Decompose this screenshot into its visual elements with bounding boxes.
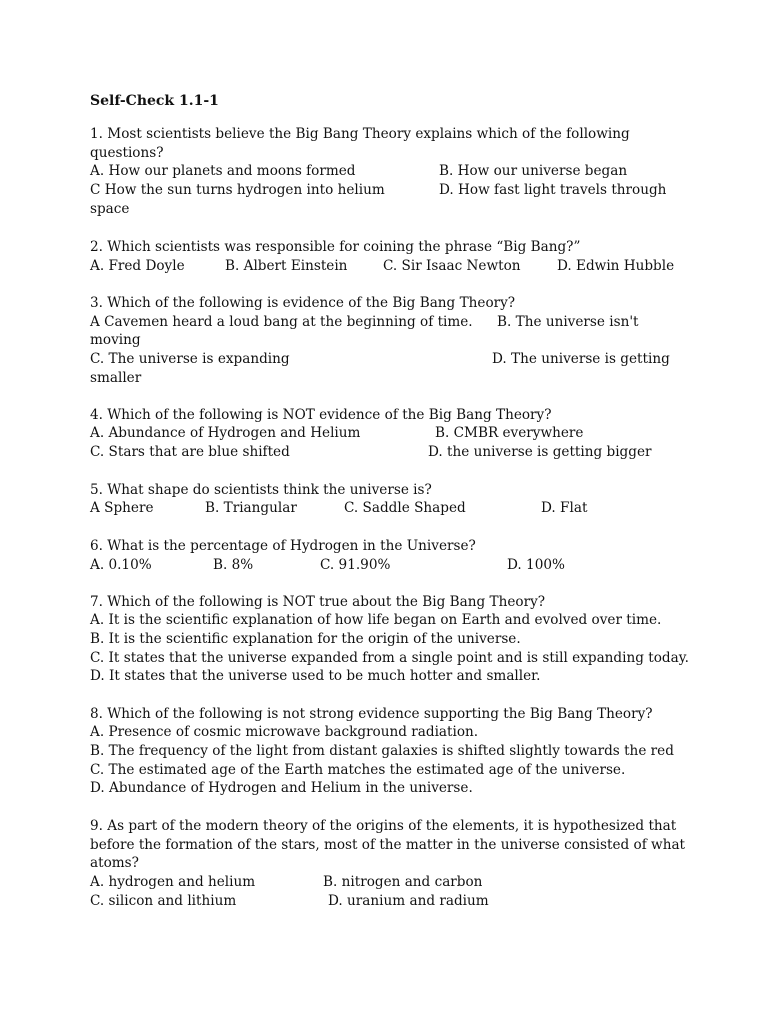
question-7-option-a: A. It is the scientific explanation of how life began on Earth and evolved over time. — [90, 612, 662, 628]
question-7-option-d: D. It states that the universe used to be much hotter and smaller. — [90, 668, 541, 684]
question-9-option-c: C. silicon and lithium — [90, 893, 237, 909]
question-3-option-d: D. The universe is getting — [492, 351, 670, 367]
question-6-option-a: A. 0.10% — [90, 557, 152, 573]
question-9-stem: 9. As part of the modern theory of the origins of the elements, it is hypothesized that — [90, 818, 677, 834]
question-7-option-b: B. It is the scientific explanation for the origin of the universe. — [90, 631, 521, 647]
question-5-option-c: C. Saddle Shaped — [344, 500, 466, 516]
question-3-option-a: A Cavemen heard a loud bang at the beginning of time. — [90, 314, 473, 330]
question-6-stem: 6. What is the percentage of Hydrogen in the Universe? — [90, 538, 476, 554]
question-8-option-a: A. Presence of cosmic microwave background radiation. — [90, 724, 479, 740]
question-1-stem: 1. Most scientists believe the Big Bang Theory explains which of the following — [90, 126, 630, 142]
question-8-stem: 8. Which of the following is not strong evidence supporting the Big Bang Theory? — [90, 706, 653, 722]
question-6-option-b: B. 8% — [213, 557, 254, 573]
question-5-stem: 5. What shape do scientists think the universe is? — [90, 482, 432, 498]
page-title: Self-Check 1.1-1 — [90, 93, 219, 109]
question-3-stem: 3. Which of the following is evidence of the Big Bang Theory? — [90, 295, 516, 311]
question-2-option-a: A. Fred Doyle — [90, 258, 185, 274]
question-9-stem-cont-2: atoms? — [90, 855, 139, 871]
question-1-option-a: A. How our planets and moons formed — [90, 163, 356, 179]
question-2-option-d: D. Edwin Hubble — [557, 258, 675, 274]
question-4-option-b: B. CMBR everywhere — [435, 425, 584, 441]
question-1-option-d-cont: space — [90, 201, 130, 217]
question-2-option-b: B. Albert Einstein — [225, 258, 348, 274]
question-9-option-b: B. nitrogen and carbon — [323, 874, 483, 890]
question-1-option-c: C How the sun turns hydrogen into helium — [90, 182, 385, 198]
question-7-option-c: C. It states that the universe expanded from a single point and is still expanding today. — [90, 650, 689, 666]
question-8-option-b: B. The frequency of the light from distant galaxies is shifted slightly towards the red — [90, 743, 674, 759]
question-4-stem: 4. Which of the following is NOT evidence of the Big Bang Theory? — [90, 407, 552, 423]
question-2-option-c: C. Sir Isaac Newton — [383, 258, 521, 274]
question-3-option-b-cont: moving — [90, 332, 141, 348]
question-9-option-a: A. hydrogen and helium — [90, 874, 256, 890]
question-5-option-b: B. Triangular — [205, 500, 297, 516]
question-3-option-c: C. The universe is expanding — [90, 351, 290, 367]
question-1-option-b: B. How our universe began — [439, 163, 628, 179]
question-8-option-d: D. Abundance of Hydrogen and Helium in the universe. — [90, 780, 473, 796]
question-6-option-c: C. 91.90% — [320, 557, 391, 573]
question-4-option-d: D. the universe is getting bigger — [428, 444, 652, 460]
question-7-stem: 7. Which of the following is NOT true about the Big Bang Theory? — [90, 594, 546, 610]
question-6-option-d: D. 100% — [507, 557, 565, 573]
question-1-stem-cont: questions? — [90, 145, 164, 161]
question-4-option-c: C. Stars that are blue shifted — [90, 444, 290, 460]
question-1-option-d: D. How fast light travels through — [439, 182, 667, 198]
question-4-option-a: A. Abundance of Hydrogen and Helium — [90, 425, 361, 441]
question-2-stem: 2. Which scientists was responsible for coining the phrase “Big Bang?” — [90, 239, 581, 255]
question-8-option-c: C. The estimated age of the Earth matches the estimated age of the universe. — [90, 762, 626, 778]
question-5-option-a: A Sphere — [90, 500, 154, 516]
question-3-option-b: B. The universe isn't — [497, 314, 639, 330]
question-3-option-d-cont: smaller — [90, 370, 142, 386]
question-9-option-d: D. uranium and radium — [328, 893, 489, 909]
question-5-option-d: D. Flat — [541, 500, 588, 516]
question-9-stem-cont-1: before the formation of the stars, most of the matter in the universe consisted of what — [90, 837, 686, 853]
